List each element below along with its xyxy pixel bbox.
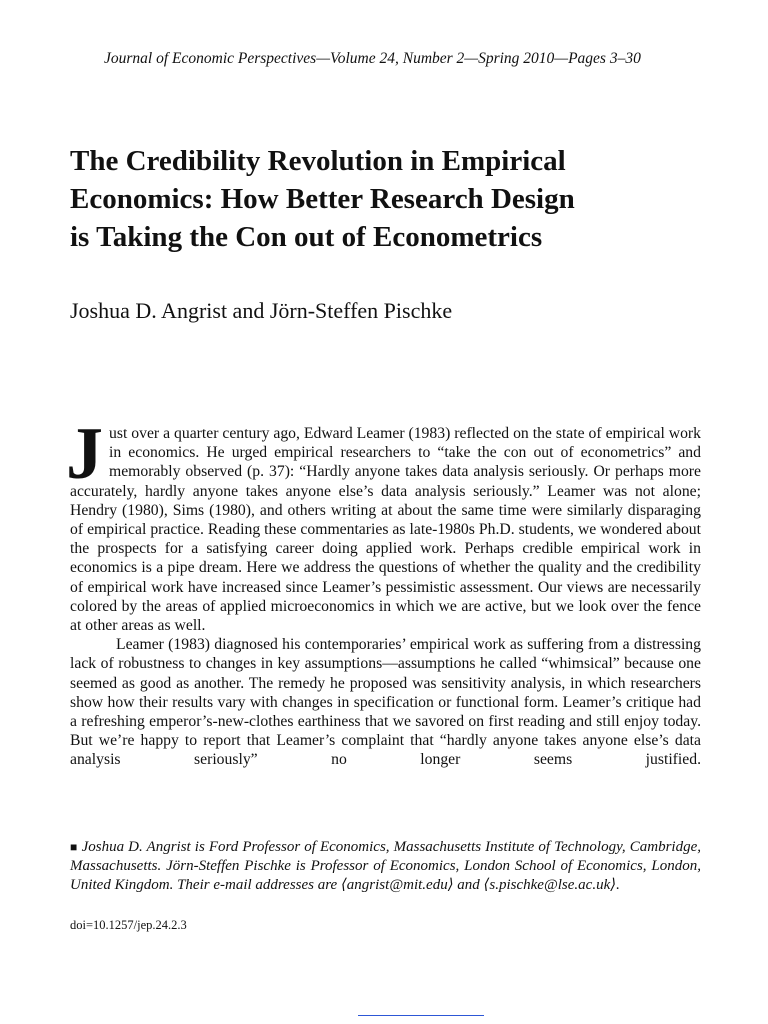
title-line: Economics: How Better Research Design <box>70 183 575 215</box>
paragraph-text: ust over a quarter century ago, Edward Leamer (1983) reflected on the state of empirical work in economics. He urged empirical researchers to “take the con out of econometrics” and memorably observed (p. 37): “Hardly anyone takes data analysis seriously. Or perhaps more accurately, hardly anyone takes anyone else’s data analysis seriously.” Leamer was not alone; Hendry (1980), Sims (1980), and others writing at about the same time were similarly disparaging of empirical practice. Reading these commentaries as late-1980s Ph.D. students, we wondered about the prospects for a satisfying career doing applied work. Perhaps credible empirical work in economics is a pipe dream. Here we address the questions of whether the quality and the credibility of empirical work have increased since Leamer’s pessimistic assessment. Our views are necessarily colored by the areas of applied microeconomics in which we are active, but we look over the fence at other areas as well. <box>70 425 701 635</box>
footnote-bullet: ■ <box>70 840 78 854</box>
authors: Joshua D. Angrist and Jörn-Steffen Pischke <box>70 298 453 323</box>
article-body <box>66 413 701 770</box>
doi: doi=10.1257/jep.24.2.3 <box>70 918 187 932</box>
paragraph: Leamer (1983) diagnosed his contemporaries’ empirical work as suffering from a distressing lack of robustness to changes in key assumptions—assumptions he called “whimsical” because one seemed as good as another. The remedy he proposed was sensitivity analysis, in which researchers show how their results vary with changes in specification or functional form. Leamer’s critique had a refreshing emperor’s-new-clothes earthiness that we savored on first reading and still enjoy today. But we’re happy to report that Leamer’s complaint that “hardly anyone takes anyone else’s data analysis seriously” no longer seems justified. <box>70 636 701 769</box>
footnote-text: Joshua D. Angrist is Ford Professor of Economics, Massachusetts Institute of Technology, Cambridge, Massachusetts. Jörn-Steffen Pischke is Professor of Economics, London School of Economics, London, United Kingdom. Their e-mail addresses are ⟨angrist@mit.edu⟩ and ⟨s.pischke@lse.ac.uk⟩. <box>70 839 701 894</box>
paragraph <box>66 413 701 635</box>
title-line: The Credibility Revolution in Empirical <box>70 145 566 177</box>
article-title <box>70 142 710 256</box>
running-head: Journal of Economic Perspectives—Volume 24, Number 2—Spring 2010—Pages 3–30 <box>104 50 641 67</box>
author-footnote <box>70 838 701 896</box>
drop-cap: J <box>66 413 103 495</box>
title-line: is Taking the Con out of Econometrics <box>70 221 543 253</box>
link-underline[interactable] <box>358 1015 484 1016</box>
